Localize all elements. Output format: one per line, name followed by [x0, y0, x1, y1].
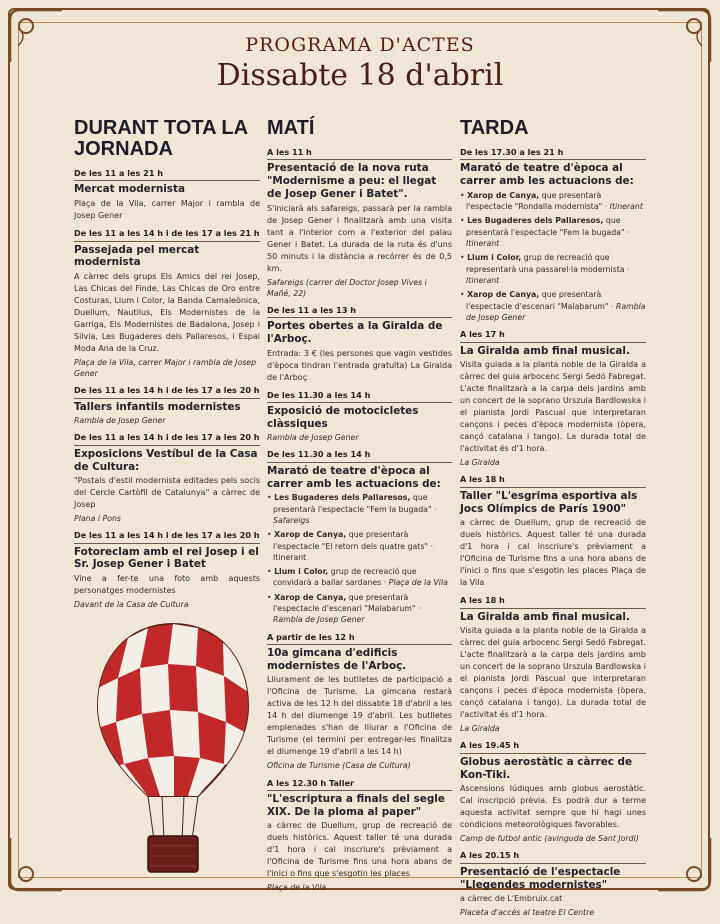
event	[267, 305, 452, 384]
performer-name: Xarop de Canya,	[274, 592, 347, 602]
list-item: • Llum i Color, grup de recreació que convidarà a ballar sardanes · Plaça de la Vila	[267, 567, 448, 588]
performance-place: Rambla de Josep Gener	[273, 615, 365, 625]
event-title: Mercat modernista	[74, 183, 185, 196]
event-time: De les 11 a les 14 h i de les 17 a les 21 h	[74, 228, 260, 241]
event-place: Safareigs (carrer del Doctor Josep Vives i Mañé, 22)	[267, 277, 427, 298]
event-place: Plana i Pons	[74, 514, 121, 524]
event-place: Davant de la Casa de Cultura	[74, 600, 189, 610]
event-title: Presentació de l'espectacle "Llegendes modernistes"	[460, 865, 621, 891]
event-title: La Giralda amb final musical.	[460, 610, 630, 623]
list-item: • Llum i Color, grup de recreació que representarà una passarel·la modernista · Itinerant	[460, 253, 630, 285]
event-time: A les 20.15 h	[460, 850, 646, 863]
performer-name: Xarop de Canya,	[467, 290, 540, 300]
event-body: Vine a fer-te una foto amb aquests personatges modernistes	[74, 574, 260, 596]
performer-name: Llum i Color,	[274, 567, 329, 577]
performance-text: que presentarà l'espectacle "Fem la bugada" ·	[273, 493, 437, 514]
event-title: "L'escriptura a finals del segle XIX. De la ploma al paper"	[267, 792, 445, 818]
event	[74, 530, 260, 610]
event-title: Exposició de motocicletes clàssiques	[267, 405, 419, 430]
event-title: Passejada pel mercat modernista	[74, 243, 200, 269]
column-morning	[267, 118, 452, 899]
hot-air-balloon-icon	[88, 618, 258, 880]
event-place: Plaça de la Vila	[267, 883, 327, 893]
event-time: De les 11 a les 14 h i de les 17 a les 20 h	[74, 385, 260, 398]
event-title: Fotoreclam amb el rei Josep i el Sr. Josep Gener i Batet	[74, 545, 259, 571]
event-place: Plaça de la Vila, carrer Major i rambla de Josep Gener	[74, 358, 257, 379]
event-place: Camp de futbol antic (avinguda de Sant Jordi)	[460, 834, 639, 844]
event-place: La Giralda	[460, 458, 500, 468]
event-body: S'iniciarà als safareigs, passarà per la rambla de Josep Gener i finalitzarà amb una visita tant a l'interior com a l'exterior del palau Gener i Batet. La durada de la ruta és d'uns 50 minuts i la distància a recórrer és de 0,5 km.	[267, 203, 452, 273]
event-time: De les 17.30 a les 21 h	[460, 147, 646, 160]
event-body: Lliurament de les butlletes de participació a l'Oficina de Turisme. La gimcana restarà activa de les 12 h del dissabte 18 d'abril a les 14 h del diumenge 19 d'abril. Les butlletes emplenades s'han de lliurar a l'Oficina de Turisme (el termini per entregar-les finalitza el diumenge 19 d'abril a les 14 h)	[267, 675, 452, 757]
event	[460, 740, 646, 844]
event-time: De les 11.30 a les 14 h	[267, 390, 452, 403]
column-heading	[74, 118, 260, 160]
performance-place: Itinerant	[466, 275, 500, 285]
event-title: Marató de teatre d'època al carrer amb les actuacions de:	[460, 162, 634, 188]
event	[267, 390, 452, 444]
event-body: a càrrec de Duellum, grup de recreació de duels històrics. Aquest taller té una durada d'1 hora i cal inscriure's prèviament a l'Oficina de Turisme fins a una hora abans de l'inici o fins que s'esgotin les places Plaça de la Vila	[460, 518, 646, 588]
event-body: "Postals d'estil modernista editades pels socis del Cercle Cartòfil de Catalunya" a càrrec de Josep	[74, 476, 260, 510]
event-body: Visita guiada a la planta noble de la Giralda a càrrec del guia arbocenc Sergi Sedó Fabregat. L'acte finalitzarà a la carpa dels jardins amb un concert de la soprano Urszula Bardlowska i el pianista Jordi Pascual que interpretaran cançons i peces d'època modernista (òpera, cançó catalana i tango). La durada total de l'activitat és d'1 hora.	[460, 360, 646, 454]
list-item: • Xarop de Canya, que presentarà l'espectacle "El retorn dels quatre gats" · Itinerant	[267, 530, 433, 562]
event-title: Portes obertes a la Giralda de l'Arboç.	[267, 320, 443, 345]
event-title: Marató de teatre d'època al carrer amb les actuacions de:	[267, 464, 441, 490]
event-time: A les 19.45 h	[460, 740, 646, 753]
performance-text: que presentarà l'espectacle "Fem la bugada" ·	[466, 216, 630, 237]
event	[460, 147, 646, 323]
performance-text: que presentarà l'espectacle d'escenari "Malabarum" ·	[273, 592, 421, 613]
page-title: Dissabte 18 d'abril	[216, 58, 504, 93]
event	[74, 228, 260, 379]
event	[74, 168, 260, 222]
performance-text: que presentarà l'espectacle "El retorn dels quatre gats" · Itinerant	[273, 530, 433, 562]
event-title: Tallers infantils modernistes	[74, 400, 241, 413]
event-time: A les 18 h	[460, 474, 646, 487]
event	[460, 595, 646, 734]
event-body: a càrrec de Duellum, grup de recreació de duels històrics. Aquest taller té una durada d'1 hora i cal inscriure's prèviament a l'Oficina de Turisme fins una hora abans de l'inici o fins que s'esgotin les places	[267, 821, 452, 879]
performance-place: Plaça de la Vila	[386, 578, 448, 588]
performance-place: Itinerant	[607, 202, 643, 212]
event-body: Entrada: 3 € (les persones que vagin vestides d'època tindran l'entrada gratuïta) La Giralda de l'Arboç	[267, 348, 452, 382]
performance-place: Itinerant	[466, 239, 500, 249]
event-title: 10a gimcana d'edificis modernistes de l'Arboç.	[267, 647, 407, 672]
column-heading: MATÍ	[267, 117, 315, 139]
column-heading: TARDA	[460, 117, 529, 139]
column-all-day	[74, 118, 260, 616]
event-time: De les 11 a les 14 h i de les 17 a les 20 h	[74, 432, 260, 445]
performance-list	[460, 190, 646, 323]
event	[460, 850, 646, 918]
event-body: a càrrec de L'Embruix.cat	[460, 894, 563, 904]
event	[267, 778, 452, 894]
event-title: Taller "L'esgrima esportiva als Jocs Olímpics de París 1900"	[460, 489, 638, 515]
corner-ornament-bottom-left-icon	[6, 834, 66, 894]
event-body: Plaça de la Vila, carrer Major i rambla de Josep Gener	[74, 199, 260, 221]
event-body: Ascensions lúdiques amb globus aerostàtic. Cal inscripció prèvia. Es podrà dur a terme aquesta activitat sempre que hi hagi unes condicions meteorològiques favorables.	[460, 784, 646, 830]
event-time: A les 11 h	[267, 147, 452, 160]
event-place: Oficina de Turisme (Casa de Cultura)	[267, 761, 411, 771]
column-heading-line: DURANT TOTA LA	[74, 117, 249, 139]
event-time: De les 11.30 a les 14 h	[267, 449, 452, 462]
event-time: De les 11 a les 14 h i de les 17 a les 20 h	[74, 530, 260, 543]
event-body: Visita guiada a la planta noble de la Giralda a càrrec del guia arbocenc Sergi Sedó Fabregat. L'acte finalitzarà a la carpa dels jardins amb un concert de la soprano Urszula Bardlowska i el pianista Jordi Pascual que interpretaran cançons i peces d'època modernista (òpera, cançó catalana i tango). La durada total de l'activitat és d'1 hora.	[460, 626, 646, 720]
event	[74, 385, 260, 426]
event-place: Rambla de Josep Gener	[267, 433, 359, 443]
event-time: A les 18 h	[460, 595, 646, 608]
performer-name: Xarop de Canya,	[274, 530, 347, 540]
event	[267, 147, 452, 299]
event-place: La Giralda	[460, 724, 500, 734]
list-item: • Xarop de Canya, que presentarà l'espectacle d'escenari "Malabarum" · Rambla de Josep Gener	[267, 592, 421, 625]
event-time: A partir de les 12 h	[267, 632, 452, 645]
corner-ornament-bottom-right-icon	[654, 834, 714, 894]
event-time: A les 17 h	[460, 329, 646, 342]
performance-place: Rambla de Josep Gener	[466, 301, 646, 322]
performance-text: que presentarà l'espectacle d'escenari "Malabarum" ·	[466, 290, 614, 311]
performance-place: Safareigs	[273, 515, 310, 525]
list-item: • Xarop de Canya, que presentarà l'espectacle "Rondalla modernista" · Itinerant	[460, 190, 643, 212]
event	[267, 632, 452, 772]
list-item: • Xarop de Canya, que presentarà l'espectacle d'escenari "Malabarum" · Rambla de Josep Gener	[460, 290, 646, 322]
event-time: De les 11 a les 21 h	[74, 168, 260, 181]
event-place: Placeta d'accés al teatre El Centre	[460, 908, 595, 918]
event	[460, 474, 646, 589]
event-title: Exposicions Vestíbul de la Casa de Cultura:	[74, 447, 258, 473]
event	[74, 432, 260, 524]
list-item: • Les Bugaderes dels Pallaresos, que presentarà l'espectacle "Fem la bugada" · Itinerant	[460, 216, 630, 249]
performer-name: Les Bugaderes dels Pallaresos,	[274, 493, 411, 503]
list-item: • Les Bugaderes dels Pallaresos, que presentarà l'espectacle "Fem la bugada" · Safareigs	[267, 493, 437, 525]
event-title: La Giralda amb final musical.	[460, 344, 630, 357]
event-place: Rambla de Josep Gener	[74, 416, 166, 426]
event	[460, 329, 646, 468]
performance-text: que presentarà l'espectacle "Rondalla modernista" ·	[466, 190, 608, 212]
event-time: A les 12.30 h Taller	[267, 778, 452, 791]
event-title: Globus aerostàtic a càrrec de Kon-Tiki.	[460, 755, 633, 781]
event-time: De les 11 a les 13 h	[267, 305, 452, 318]
event-title: Presentació de la nova ruta "Modernisme a peu: el llegat de Josep Gener i Batet".	[267, 162, 437, 200]
program-kicker: PROGRAMA D'ACTES	[245, 34, 475, 56]
performer-name: Les Bugaderes dels Pallaresos,	[467, 216, 604, 226]
performer-name: Llum i Color,	[467, 253, 522, 263]
column-afternoon	[460, 118, 646, 924]
event-body: A càrrec dels grups Els Amics del rei Josep, Las Chicas del Finde, Las Chicas de Oro entre Costuras, Llum i Color, la Banda Camaleònica, Duellum, Nautilus, Els Modernistes de la Garriga, Els Modernistes de Badalona, Josep i Silvia, Les Bugaderes dels Pallaresos, i Espai Moda Ana de la Cruz.	[74, 272, 260, 354]
performance-text: grup de recreació que representarà una passarel·la modernista ·	[466, 253, 630, 274]
event	[267, 449, 452, 625]
column-heading-line: JORNADA	[74, 138, 173, 160]
performer-name: Xarop de Canya,	[467, 190, 540, 200]
performance-text: grup de recreació que convidarà a ballar sardanes ·	[273, 567, 417, 588]
performance-list	[267, 492, 452, 625]
